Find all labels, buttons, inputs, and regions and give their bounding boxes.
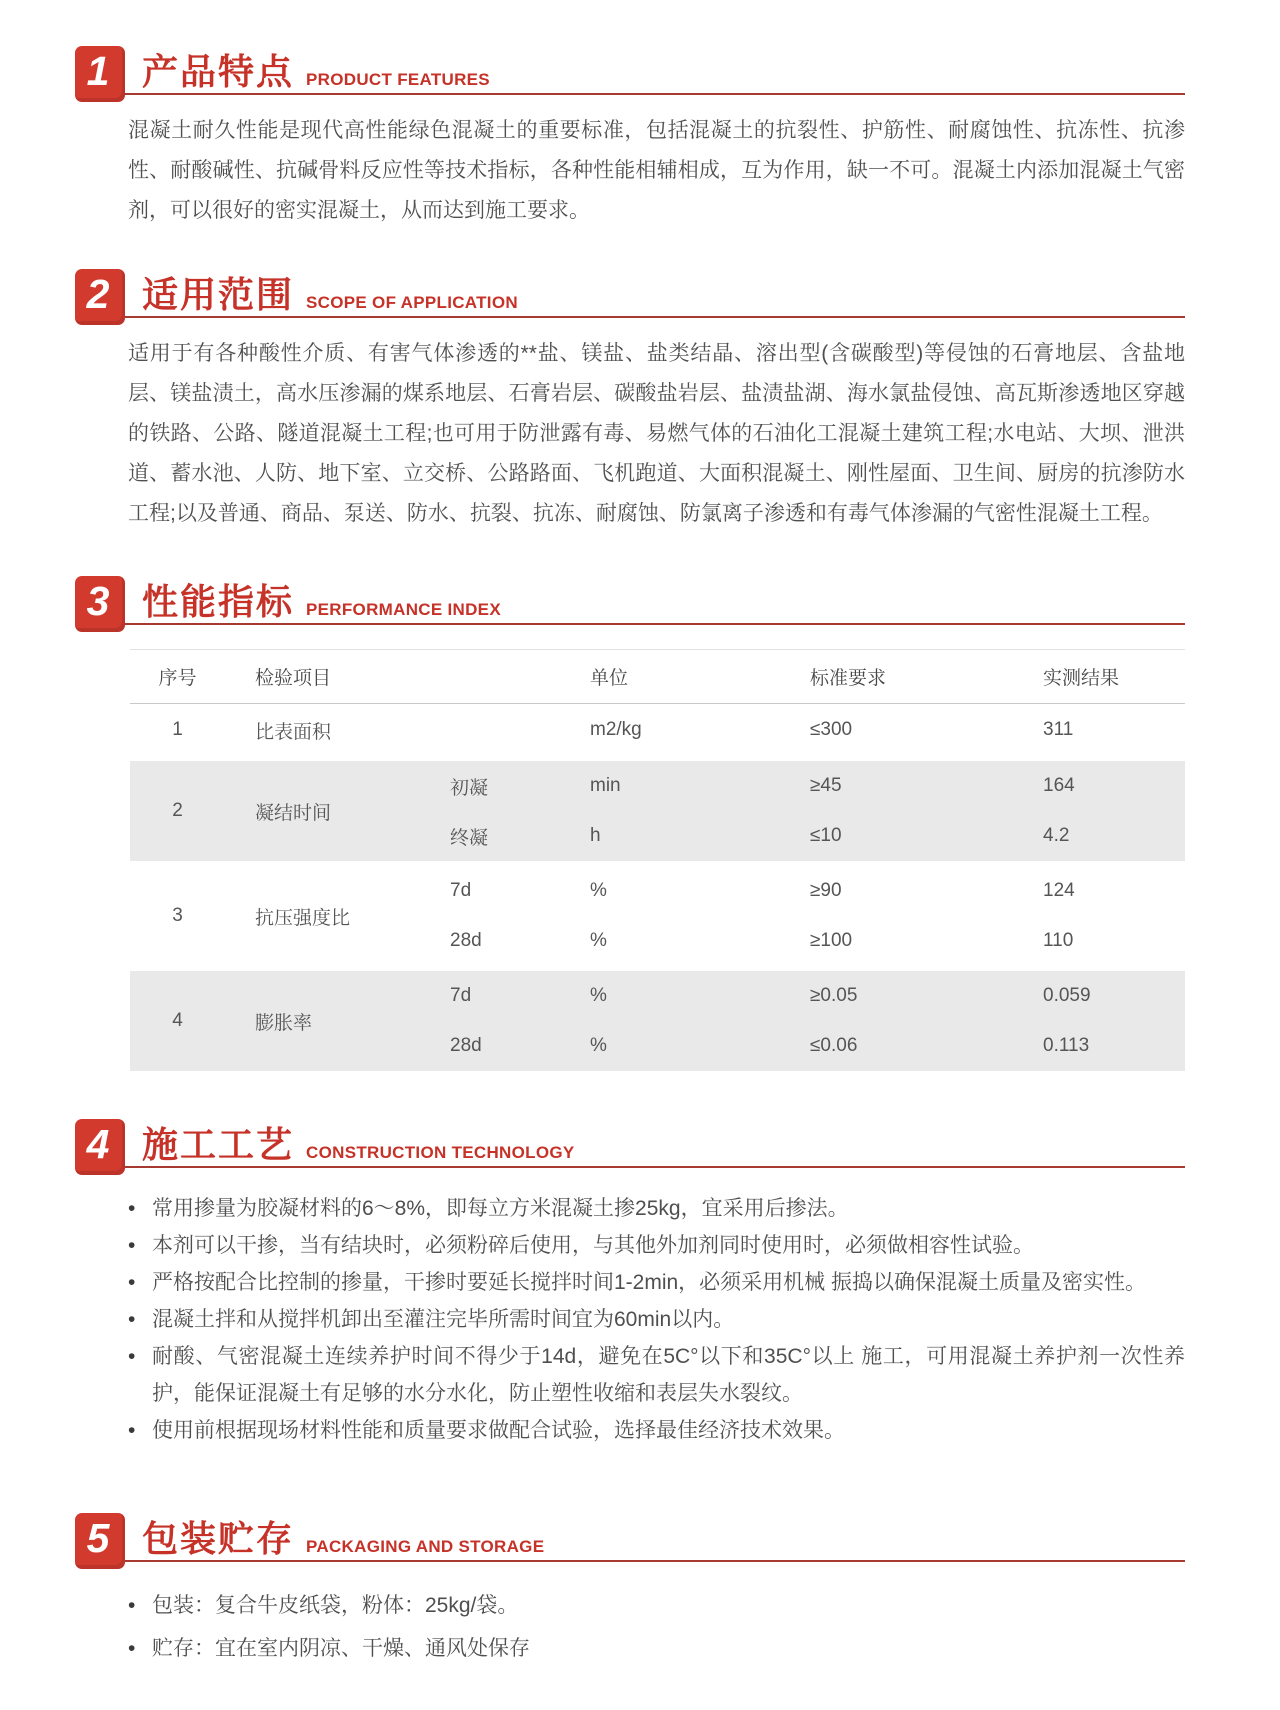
list-item bbox=[128, 1301, 1185, 1338]
section-title-en: PRODUCT FEATURES bbox=[306, 70, 490, 89]
cell-result: 124 bbox=[1043, 880, 1075, 901]
list-item bbox=[128, 1264, 1185, 1301]
section-title-cn: 适用范围 bbox=[142, 274, 295, 315]
cell-result: 311 bbox=[1043, 719, 1074, 740]
list-item-text: 混凝土拌和从搅拌机卸出至灌注完毕所需时间宜为60min以内。 bbox=[152, 1308, 735, 1331]
section-body-text: 混凝土耐久性能是现代高性能绿色混凝土的重要标准，包括混凝土的抗裂性、护筋性、耐腐蚀性、抗冻性、抗渗性、耐酸碱性、抗碱骨料反应性等技术指标，各种性能相辅相成，互为作用，缺一不可。混凝土内添加混凝土气密剂，可以很好的密实混凝土，从而达到施工要求。 bbox=[128, 119, 1185, 222]
section-number: 5 bbox=[86, 1514, 110, 1561]
cell-item: 抗压强度比 bbox=[255, 907, 351, 929]
table-row bbox=[130, 971, 1185, 1071]
cell-requirement: ≤10 bbox=[810, 825, 842, 846]
cell-no: 4 bbox=[172, 1010, 183, 1031]
section-number: 3 bbox=[86, 577, 110, 624]
list-item-text: 贮存：宜在室内阴凉、干燥、通风处保存 bbox=[152, 1637, 530, 1660]
cell-sub: 7d bbox=[450, 985, 472, 1006]
cell-no: 1 bbox=[172, 719, 183, 740]
cell-unit: % bbox=[590, 930, 607, 951]
cell-result: 164 bbox=[1043, 775, 1075, 796]
section-title-cn: 产品特点 bbox=[142, 51, 295, 92]
construction-bullet-list bbox=[128, 1190, 1185, 1449]
section-header bbox=[75, 1513, 1185, 1562]
bullet-icon: • bbox=[128, 1594, 136, 1617]
cell-result: 0.113 bbox=[1043, 1035, 1090, 1056]
cell-unit: min bbox=[590, 775, 621, 796]
bullet-icon: • bbox=[128, 1308, 136, 1331]
section-title-cn: 施工工艺 bbox=[142, 1124, 295, 1165]
list-item bbox=[128, 1190, 1185, 1227]
section-performance-index bbox=[75, 576, 1185, 1071]
bullet-icon: • bbox=[128, 1271, 136, 1294]
section-title-en: SCOPE OF APPLICATION bbox=[306, 293, 518, 312]
cell-item: 凝结时间 bbox=[255, 802, 332, 824]
list-item-text: 严格按配合比控制的掺量，干掺时要延长搅拌时间1-2min，必须采用机械 振捣以确保混凝土质量及密实性。 bbox=[152, 1271, 1147, 1294]
section-number: 1 bbox=[86, 47, 110, 94]
table-row bbox=[130, 761, 1185, 861]
cell-requirement: ≥45 bbox=[810, 775, 842, 796]
section-number-badge bbox=[75, 1513, 125, 1569]
list-item-text: 使用前根据现场材料性能和质量要求做配合试验，选择最佳经济技术效果。 bbox=[152, 1419, 845, 1442]
cell-sub: 7d bbox=[450, 880, 472, 901]
section-number-badge bbox=[75, 269, 125, 325]
table-header-row bbox=[130, 649, 1185, 704]
bullet-icon: • bbox=[128, 1637, 136, 1660]
section-number-badge bbox=[75, 576, 125, 632]
section-packaging-storage bbox=[75, 1513, 1185, 1670]
col-header-result: 实测结果 bbox=[1043, 668, 1120, 689]
section-title-cn: 性能指标 bbox=[142, 581, 295, 622]
cell-unit: % bbox=[590, 1035, 607, 1056]
section-number-badge bbox=[75, 1119, 125, 1175]
list-item bbox=[128, 1412, 1185, 1449]
section-number: 4 bbox=[86, 1120, 110, 1167]
section-number: 2 bbox=[86, 270, 110, 317]
table-row bbox=[130, 866, 1185, 966]
section-header bbox=[75, 46, 1185, 95]
cell-sub: 初凝 bbox=[450, 777, 489, 799]
section-number-badge bbox=[75, 46, 125, 102]
section-title-cn: 包装贮存 bbox=[142, 1518, 295, 1559]
cell-requirement: ≤0.06 bbox=[810, 1035, 858, 1056]
cell-sub: 终凝 bbox=[450, 827, 489, 849]
packaging-bullet-list bbox=[128, 1584, 1185, 1670]
col-header-requirement: 标准要求 bbox=[810, 668, 887, 689]
cell-unit: h bbox=[590, 825, 601, 846]
cell-requirement: ≥0.05 bbox=[810, 985, 858, 1006]
section-header bbox=[75, 576, 1185, 625]
cell-item: 比表面积 bbox=[255, 721, 332, 743]
table-row bbox=[130, 704, 1185, 756]
section-header bbox=[75, 1119, 1185, 1168]
section-product-features bbox=[75, 46, 1185, 231]
list-item bbox=[128, 1584, 1185, 1627]
section-scope-of-application bbox=[75, 269, 1185, 534]
cell-item: 膨胀率 bbox=[255, 1012, 313, 1034]
section-construction-technology bbox=[75, 1119, 1185, 1449]
col-header-unit: 单位 bbox=[590, 668, 629, 689]
list-item-text: 常用掺量为胶凝材料的6～8%，即每立方米混凝土掺25kg，宜采用后掺法。 bbox=[152, 1197, 849, 1220]
cell-unit: % bbox=[590, 880, 607, 901]
list-item-text: 包装：复合牛皮纸袋，粉体：25kg/袋。 bbox=[152, 1594, 519, 1617]
bullet-icon: • bbox=[128, 1234, 136, 1257]
cell-unit: m2/kg bbox=[590, 719, 642, 740]
list-item bbox=[128, 1338, 1185, 1412]
cell-no: 3 bbox=[172, 905, 183, 926]
list-item-text: 本剂可以干掺，当有结块时，必须粉碎后使用，与其他外加剂同时使用时，必须做相容性试验。 bbox=[152, 1234, 1034, 1257]
cell-result: 110 bbox=[1043, 930, 1074, 951]
cell-result: 0.059 bbox=[1043, 985, 1091, 1006]
cell-sub: 28d bbox=[450, 1035, 482, 1056]
section-body-text: 适用于有各种酸性介质、有害气体渗透的**盐、镁盐、盐类结晶、溶出型(含碳酸型)等侵蚀的石膏地层、含盐地层、镁盐渍土，高水压渗漏的煤系地层、石膏岩层、碳酸盐岩层、盐渍盐湖、海水氯盐侵蚀、高瓦斯渗透地区穿越的铁路、公路、隧道混凝土工程;也可用于防泄露有毒、易燃气体的石油化工混凝土建筑工程;水电站、大坝、泄洪道、蓄水池、人防、地下室、立交桥、公路路面、飞机跑道、大面积混凝土、刚性屋面、卫生间、厨房的抗渗防水工程;以及普通、商品、泵送、防水、抗裂、抗冻、耐腐蚀、防氯离子渗透和有毒气体渗漏的气密性混凝土工程。 bbox=[128, 342, 1185, 525]
cell-result: 4.2 bbox=[1043, 825, 1070, 846]
bullet-icon: • bbox=[128, 1419, 136, 1442]
section-title-en: CONSTRUCTION TECHNOLOGY bbox=[306, 1143, 575, 1162]
section-title-en: PERFORMANCE INDEX bbox=[306, 600, 501, 619]
col-header-no: 序号 bbox=[158, 668, 197, 689]
bullet-icon: • bbox=[128, 1197, 136, 1220]
cell-requirement: ≥90 bbox=[810, 880, 842, 901]
section-title-en: PACKAGING AND STORAGE bbox=[306, 1537, 545, 1556]
cell-no: 2 bbox=[172, 800, 183, 821]
col-header-item: 检验项目 bbox=[255, 668, 332, 689]
list-item bbox=[128, 1627, 1185, 1670]
cell-requirement: ≤300 bbox=[810, 719, 853, 740]
cell-unit: % bbox=[590, 985, 607, 1006]
cell-sub: 28d bbox=[450, 930, 482, 951]
list-item bbox=[128, 1227, 1185, 1264]
bullet-icon: • bbox=[128, 1345, 136, 1368]
cell-requirement: ≥100 bbox=[810, 930, 853, 951]
section-header bbox=[75, 269, 1185, 318]
list-item-text: 耐酸、气密混凝土连续养护时间不得少于14d，避免在5C°以下和35C°以上 施工，可用混凝土养护剂一次性养护，能保证混凝土有足够的水分水化，防止塑性收缩和表层失水裂纹。 bbox=[152, 1345, 1185, 1405]
performance-table bbox=[130, 649, 1185, 1071]
